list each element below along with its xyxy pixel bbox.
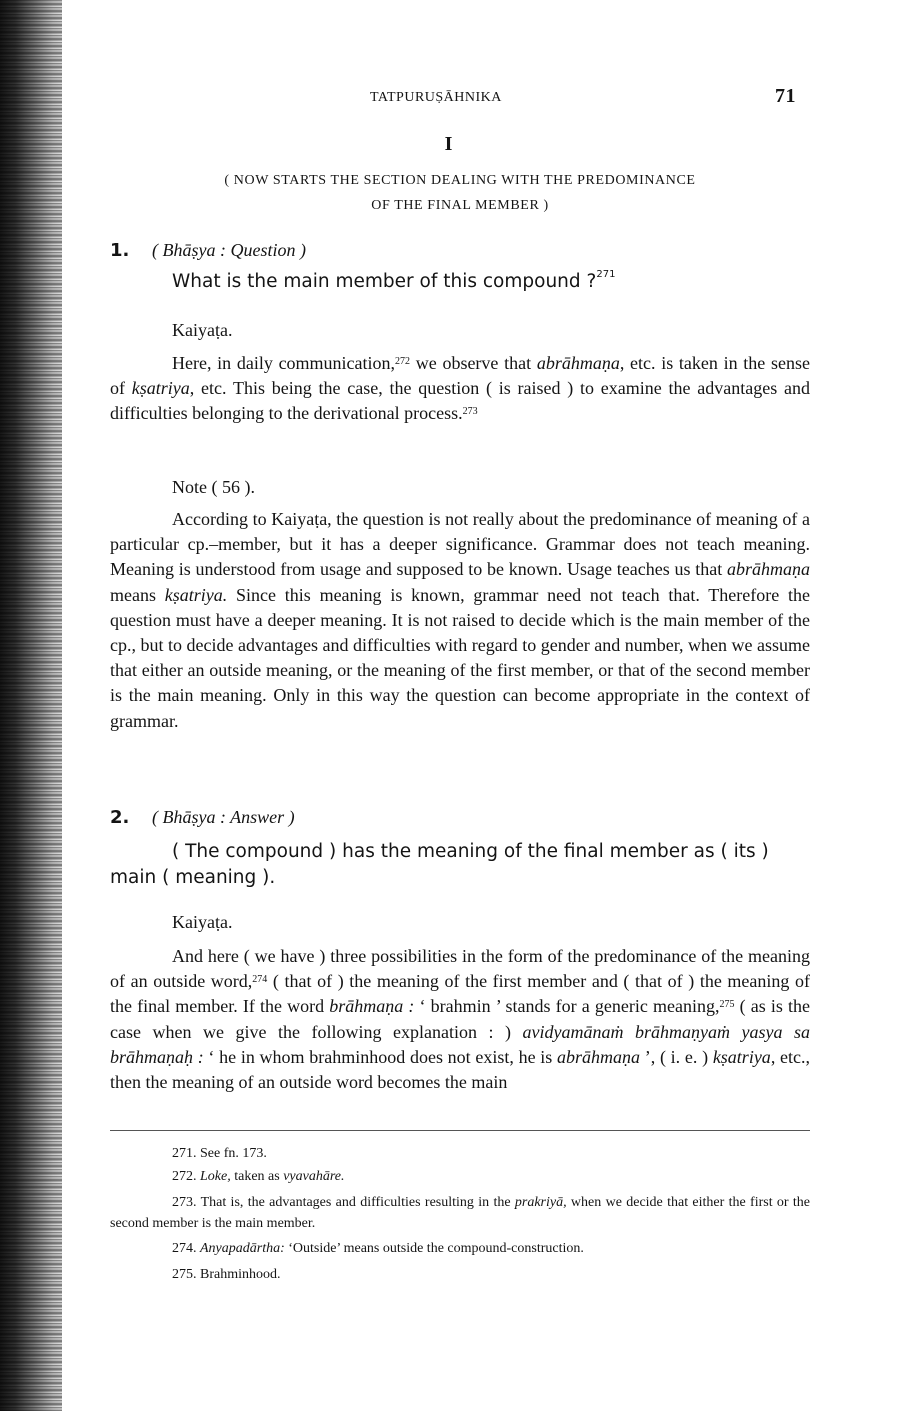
running-title: TATPURUṢĀHNIKA (370, 90, 502, 105)
footnote-275: 275. Brahminhood. (172, 1267, 281, 1282)
note-56-label: Note ( 56 ). (172, 477, 255, 497)
footnote-ref-271: 271 (596, 269, 616, 280)
section-heading-line-1: ( NOW STARTS THE SECTION DEALING WITH THE PREDOMINANCE (224, 173, 696, 188)
item-2-source: ( Bhāṣya : Answer ) (152, 807, 295, 827)
footnote-271: 271. See fn. 173. (172, 1146, 267, 1161)
section-number: I (444, 133, 453, 155)
footnote-ref-273: 273 (462, 406, 478, 418)
section-heading (150, 168, 770, 218)
footnote-ref-274: 274 (252, 974, 268, 986)
item-2-kaiyata-paragraph: And here ( we have ) three possibilities in the form of the predominance of the meaning of an outside word,$^{274}$ ( that of ) the meaning of the first member and ( that of ) the meaning of the final member. If the word brāhmaṇa : ‘ brahmin ’ stands for a generic meaning,$^{275}$ ( as is the case when we give the following explanation : ) avidyamānaṁ brāhmaṇyaṁ yasya sa brāhmaṇaḥ : ‘ he in whom brahminhood does not exist, he is abrāhmaṇa ’, ( i. e. ) kṣatriya, etc., then the meaning of an outside word becomes the main (110, 946, 811, 1093)
section-heading-line-2: OF THE FINAL MEMBER ) (371, 198, 549, 213)
note-56-paragraph: According to Kaiyaṭa, the question is not really about the predominance of meaning of a particular cp.–member, but it has a deeper significance. Grammar does not teach meaning. Meaning is understood from usage and supposed to be known. Usage teaches us that abrāhmaṇa means kṣatriya. Since this meaning is known, grammar need not teach that. Therefore the question must have a deeper meaning. It is not raised to decide which is the main member of the cp., but to decide advantages and difficulties with regard to gender and number, when we assume that either an outside meaning, or the meaning of the first member, or that of the second member is the main meaning. Only in this way the question can become appropriate in the context of grammar. (110, 509, 810, 731)
footnote-ref-272: 272 (395, 356, 411, 367)
footnote-273: 273. That is, the advantages and difficulties resulting in the prakriyā, when we decide that either the first or the second member is the main member. (110, 1195, 810, 1231)
item-1-kaiyata-paragraph: Here, in daily communication,$^{272}$ we observe that abrāhmaṇa, etc. is taken in the sense of kṣatriya, etc. This being the case, the question ( is raised ) to examine the advantages and difficulties belonging to the derivational process.$^{273}$ (110, 353, 810, 424)
footnote-272: 272. Loke, taken as vyavahāre. (172, 1169, 345, 1184)
item-2-kaiyata-label: Kaiyaṭa. (172, 912, 233, 932)
footnote-ref-275: 275 (719, 999, 735, 1011)
item-1-question (172, 271, 615, 292)
item-2-answer: ( The compound ) has the meaning of the final member as ( its ) main ( meaning ). (110, 841, 769, 888)
question-text: What is the main member of this compound ? (172, 271, 597, 292)
item-1-source: ( Bhāṣya : Question ) (152, 240, 306, 260)
page-number: 71 (775, 85, 796, 107)
item-1-number: 1. (110, 240, 130, 261)
footnote-274: 274. Anyapadārtha: ‘Outside’ means outside the compound-construction. (172, 1241, 584, 1256)
item-1-kaiyata-label: Kaiyaṭa. (172, 320, 233, 340)
item-2-number: 2. (110, 807, 130, 828)
footnote-divider (110, 1130, 810, 1131)
